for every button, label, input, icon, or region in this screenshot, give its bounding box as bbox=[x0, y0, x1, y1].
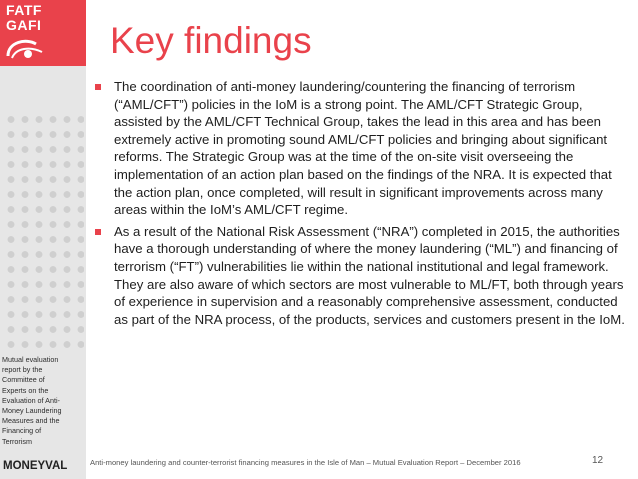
footer-caption: Anti-money laundering and counter-terrorist financing measures in the Isle of Man – Mutual Evaluation Report – December 2016 bbox=[90, 458, 521, 467]
bullet-text: The coordination of anti-money laundering/countering the financing of terrorism (“AML/CFT”) policies in the IoM is a strong point. The AML/CFT Strategic Group, assisted by the AML/CFT Technical Group, takes the lead in this area and has been extremely active in promoting sound AML/CFT policies and bringing about significant reforms. The Strategic Group was at the time of the on-site visit overseeing the implementation of an action plan based on the findings of the NRA. It is expected that the action plan, once completed, will result in significant improvements across many areas within the IoM’s AML/CFT regime. bbox=[114, 79, 612, 218]
bullet-square-icon bbox=[95, 84, 101, 90]
bullet-text: As a result of the National Risk Assessment (“NRA”) completed in 2015, the authorities have a thorough understanding of where the money laundering (“ML”) and financing of terrorism (“FT”) vulnerabilities lie within the national institutional and legal framework. They are also aware of which sectors are most vulnerable to ML/FT, both through years of experience in supervision and a reasonably comprehensive assessment, conducted as part of the NRA process, of the products, services and customers present in the IoM. bbox=[114, 223, 625, 327]
bullet-square-icon bbox=[95, 229, 101, 235]
fatf-gafi-logo bbox=[0, 0, 86, 66]
moneyval-label: MONEYVAL bbox=[3, 460, 68, 472]
report-description: Mutual evaluation report by the Committee of Experts on the Evaluation of Anti-Money Laundering Measures and the Financing of Terrorism bbox=[2, 355, 62, 446]
logo-line-fatf: FATF bbox=[6, 2, 42, 18]
page-number: 12 bbox=[592, 455, 604, 466]
decorative-dot-pattern bbox=[4, 112, 84, 352]
bullet-item bbox=[92, 78, 630, 219]
bullet-list bbox=[92, 78, 630, 332]
logo-swirl-icon bbox=[4, 34, 48, 62]
slide-title: Key findings bbox=[110, 20, 312, 61]
bullet-item bbox=[92, 223, 630, 329]
sidebar bbox=[0, 0, 86, 479]
logo-line-gafi: GAFI bbox=[6, 17, 42, 33]
